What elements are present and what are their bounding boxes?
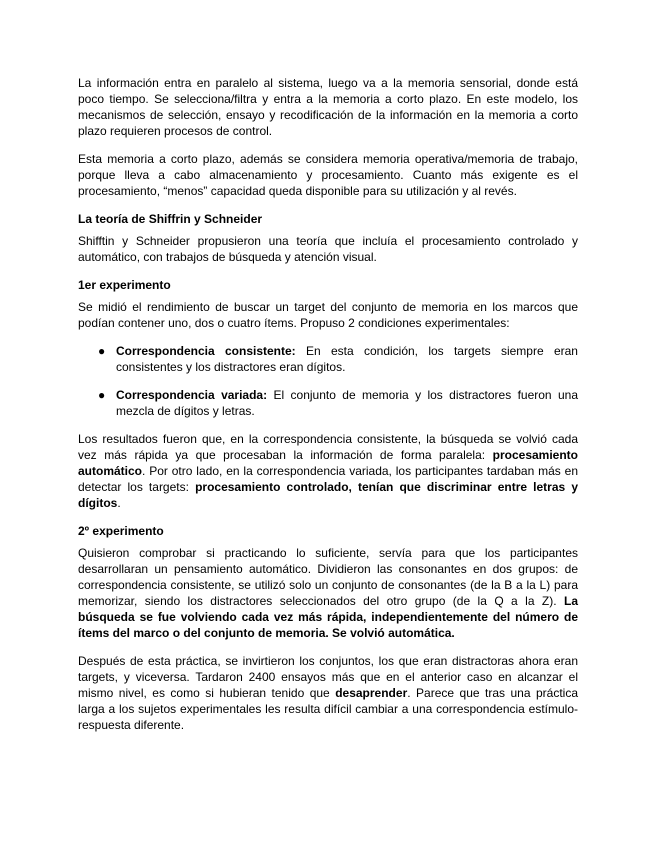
text-run: Quisieron comprobar si practicando lo suficiente, servía para que los participantes desarrollaran un pensamiento automático. Dividieron las consonantes en dos grupos: de correspondencia consistente, se utilizó solo un conjunto de consonantes (de la B a la L) para memorizar, siendo los distractores seleccionados del otro grupo (de la Q a la Z). bbox=[78, 546, 578, 608]
paragraph-experiment-2 bbox=[78, 545, 578, 641]
bold-term: procesamiento automático bbox=[78, 448, 578, 478]
text-run: Después de esta práctica, se invirtieron los conjuntos, los que eran distractoras ahora eran targets, y viceversa. Tardaron 2400 ensayos más que en el anterior caso en alcanzar el mismo nivel, es como si hubieran tenido que bbox=[78, 654, 578, 700]
bold-term: procesamiento controlado, tenían que discriminar entre letras y dígitos bbox=[78, 480, 578, 510]
text-run: . bbox=[117, 496, 121, 510]
text-run: . Por otro lado, en la correspondencia variada, los participantes tardaban más en detectar los targets: bbox=[78, 464, 578, 494]
paragraph-intro: La información entra en paralelo al sistema, luego va a la memoria sensorial, donde está poco tiempo. Se selecciona/filtra y entra a la memoria a corto plazo. En este modelo, los mecanismos de selección, ensayo y recodificación de la información en la memoria a corto plazo requieren procesos de control. bbox=[78, 76, 578, 138]
paragraph-theory: Shifftin y Schneider propusieron una teoría que incluía el procesamiento controlado y automático, con trabajos de búsqueda y atención visual. bbox=[78, 234, 578, 264]
list-item-term: Correspondencia consistente: bbox=[116, 344, 296, 358]
list-item-text: El conjunto de memoria y los distractores fueron una mezcla de dígitos y letras. bbox=[116, 388, 578, 418]
list-item-term: Correspondencia variada: bbox=[116, 388, 268, 402]
bullet-icon: ● bbox=[98, 344, 106, 358]
conditions-list bbox=[78, 343, 578, 419]
heading-theory: La teoría de Shiffrin y Schneider bbox=[78, 212, 263, 226]
text-run: Los resultados fueron que, en la correspondencia consistente, la búsqueda se volvió cada vez más rápida ya que procesaban la información de forma paralela: bbox=[78, 432, 578, 462]
list-item-consistent bbox=[78, 343, 578, 375]
list-item-text: En esta condición, los targets siempre eran consistentes y los distractores eran dígitos. bbox=[116, 344, 578, 374]
paragraph-working-memory: Esta memoria a corto plazo, además se considera memoria operativa/memoria de trabajo, porque lleva a cabo almacenamiento y procesamiento. Cuanto más exigente es el procesamiento, “menos” capacidad queda disponible para su utilización y al revés. bbox=[78, 152, 578, 198]
heading-experiment-1: 1er experimento bbox=[78, 278, 171, 292]
paragraph-experiment-1: Se midió el rendimiento de buscar un target del conjunto de memoria en los marcos que podían contener uno, dos o cuatro ítems. Propuso 2 condiciones experimentales: bbox=[78, 300, 578, 330]
bullet-icon: ● bbox=[98, 388, 106, 402]
bold-term: La búsqueda se fue volviendo cada vez más rápida, independientemente del número de ítems del marco o del conjunto de memoria. Se volvió automática. bbox=[78, 594, 578, 640]
paragraph-results bbox=[78, 431, 578, 511]
document-content bbox=[78, 75, 578, 745]
bold-term: desaprender bbox=[335, 686, 408, 700]
text-run: . Parece que tras una práctica larga a los sujetos experimentales les resulta difícil cambiar a una correspondencia estímulo-respuesta diferente. bbox=[78, 686, 578, 732]
heading-experiment-2: 2º experimento bbox=[78, 524, 164, 538]
list-item-varied bbox=[78, 387, 578, 419]
paragraph-conclusion bbox=[78, 653, 578, 733]
